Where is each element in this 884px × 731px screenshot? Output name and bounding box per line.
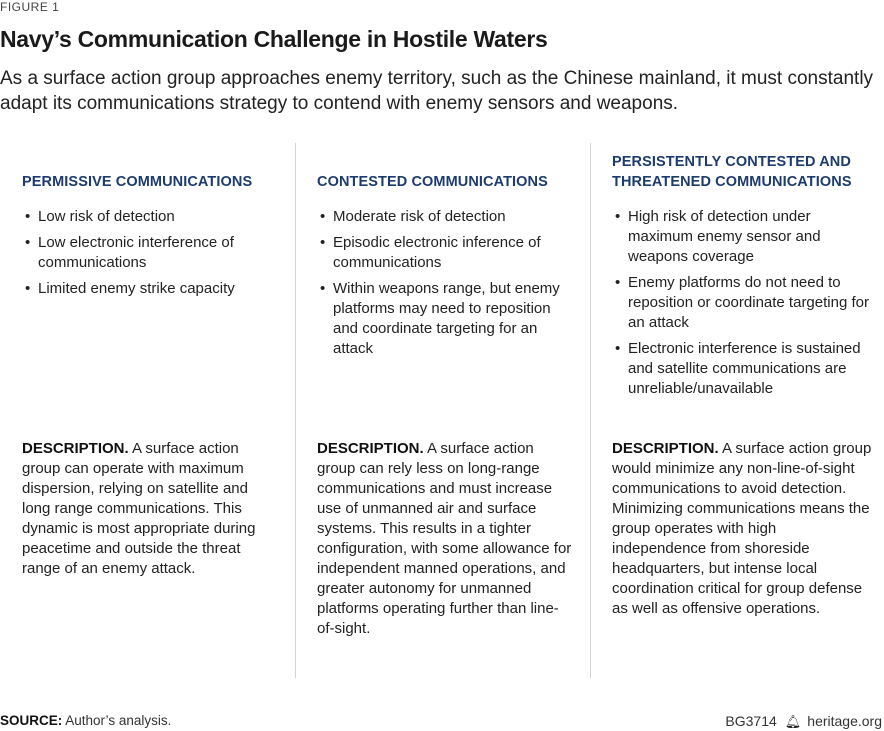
bullet-dot-icon: • [25,234,31,251]
bullet-item: • Episodic electronic inference of communications [320,234,541,271]
bullet-list [22,207,277,305]
bullet-list [317,207,572,365]
bullet-dot-icon: • [615,274,621,291]
column-description: DESCRIPTION. A surface action group would minimize any non-line-of-sight communications to avoid detection. Minimizing communications means the group operates with high independence from shoreside headquarters, but intense local coordination critical for group defense as well as offensive operations. [612,440,872,617]
column-description: DESCRIPTION. A surface action group can operate with maximum dispersion, relying on satellite and long range communications. This dynamic is most appropriate during peacetime and outside the threat range of an enemy attack. [22,440,256,577]
bullet-dot-icon: • [615,340,621,357]
source-label: SOURCE: [0,713,63,728]
bullet-item: • Limited enemy strike capacity [25,280,235,297]
figure-title: Navy’s Communication Challenge in Hostile Waters [0,26,548,52]
column-heading: CONTESTED COMMUNICATIONS [317,174,548,190]
bullet-item: • Within weapons range, but enemy platforms may need to reposition and coordinate targeting for an attack [320,280,560,357]
report-code: BG3714 [725,713,777,729]
source-note [0,713,171,728]
bullet-item: • Moderate risk of detection [320,208,506,225]
description-lead: DESCRIPTION. [317,440,424,457]
bullet-list [612,207,874,405]
column-description: DESCRIPTION. A surface action group can rely less on long-range communications and must increase use of unmanned air and surface systems. This results in a tighter configuration, with some allowance for independent manned operations, and greater autonomy for unmanned platforms operating further than line-of-sight. [317,440,572,637]
bullet-item: • Low electronic interference of communications [25,234,234,271]
bullet-item: • Electronic interference is sustained and satellite communications are unreliable/unavailable [615,340,861,397]
liberty-bell-icon: 🔔︎ [784,714,802,729]
site-link[interactable]: heritage.org [807,713,882,729]
column-heading: PERSISTENTLY CONTESTED AND THREATENED COMMUNICATIONS [612,154,852,190]
figure-subtitle: As a surface action group approaches enemy territory, such as the Chinese mainland, it must constantly adapt its communications strategy to contend with enemy sensors and weapons. [0,68,874,114]
column-heading: PERMISSIVE COMMUNICATIONS [22,174,253,190]
description-lead: DESCRIPTION. [612,440,719,457]
credit-line [725,713,882,730]
column-divider [590,143,591,678]
bullet-dot-icon: • [25,280,31,297]
bullet-dot-icon: • [320,208,326,225]
figure-label: FIGURE 1 [0,0,60,14]
bullet-item: • Low risk of detection [25,208,175,225]
bullet-dot-icon: • [320,234,326,251]
bullet-item: • Enemy platforms do not need to reposition or coordinate targeting for an attack [615,274,869,331]
description-lead: DESCRIPTION. [22,440,129,457]
source-text: Author’s analysis. [65,713,172,728]
bullet-dot-icon: • [320,280,326,297]
column-divider [295,143,296,678]
bullet-dot-icon: • [25,208,31,225]
bullet-item: • High risk of detection under maximum enemy sensor and weapons coverage [615,208,821,265]
bullet-dot-icon: • [615,208,621,225]
